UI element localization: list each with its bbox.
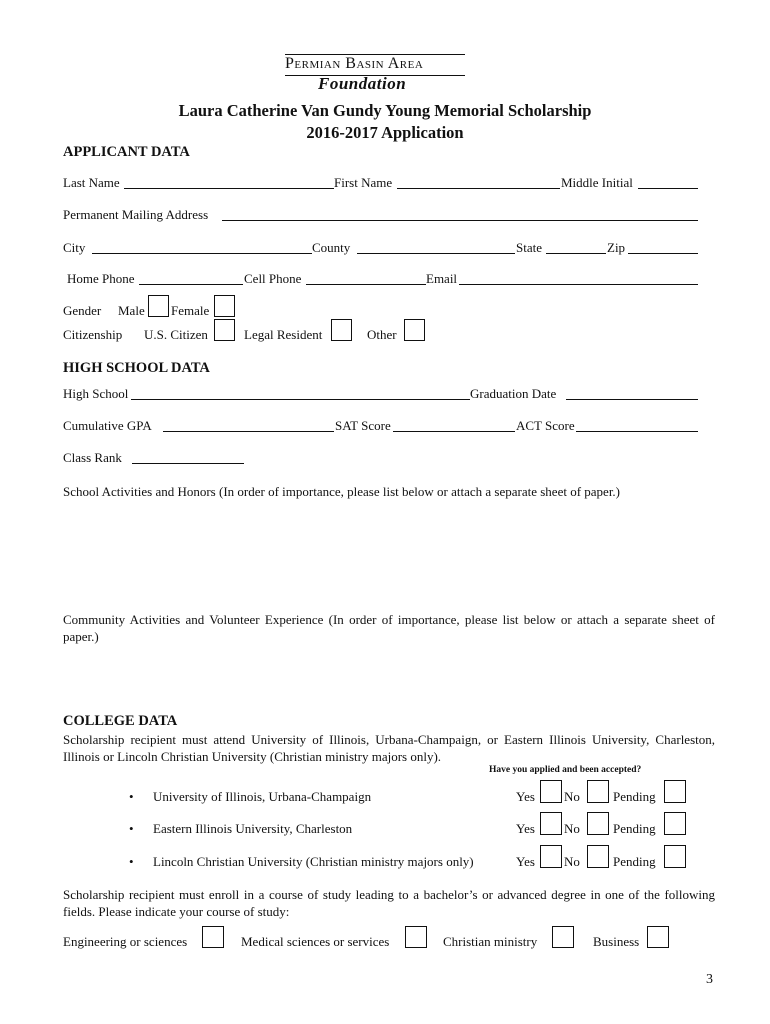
applied-question: Have you applied and been accepted? <box>489 765 642 775</box>
email-label: Email <box>426 271 458 286</box>
university-3-label: Lincoln Christian University (Christian ministry majors only) <box>153 854 474 869</box>
city-label: City <box>63 240 86 255</box>
university-2-label: Eastern Illinois University, Charleston <box>153 821 353 836</box>
gpa-field[interactable] <box>163 431 334 432</box>
university-2-no-checkbox[interactable] <box>587 812 609 835</box>
applicant-heading: APPLICANT DATA <box>63 144 190 160</box>
female-checkbox[interactable] <box>214 295 235 317</box>
legal-resident-label: Legal Resident <box>244 327 323 342</box>
home-phone-label: Home Phone <box>67 271 135 286</box>
county-label: County <box>312 240 351 255</box>
field-engineering-checkbox[interactable] <box>202 926 224 948</box>
last-name-field[interactable] <box>124 188 334 189</box>
university-1-label: University of Illinois, Urbana-Champaign <box>153 789 372 804</box>
course-intro: Scholarship recipient must enroll in a course of study leading to a bachelor’s or advanced degree in one of the following fields. Please indicate your course of study: <box>63 887 715 919</box>
field-ministry-checkbox[interactable] <box>552 926 574 948</box>
field-medical-checkbox[interactable] <box>405 926 427 948</box>
cell-phone-label: Cell Phone <box>244 271 302 286</box>
logo-line-1: Permian Basin Area <box>285 55 424 72</box>
last-name-label: Last Name <box>63 175 120 190</box>
field-medical-label: Medical sciences or services <box>241 934 390 949</box>
city-field[interactable] <box>92 253 312 254</box>
citizenship-label: Citizenship <box>63 327 123 342</box>
university-2-no-label: No <box>564 821 580 836</box>
gpa-label: Cumulative GPA <box>63 418 152 433</box>
middle-initial-label: Middle Initial <box>561 175 633 190</box>
university-3-yes-checkbox[interactable] <box>540 845 562 868</box>
field-business-label: Business <box>593 934 640 949</box>
university-3-pending-label: Pending <box>613 854 656 869</box>
university-2-yes-label: Yes <box>516 821 535 836</box>
field-ministry-label: Christian ministry <box>443 934 538 949</box>
male-checkbox[interactable] <box>148 295 169 317</box>
page-subtitle: 2016-2017 Application <box>306 123 464 142</box>
home-phone-field[interactable] <box>139 284 243 285</box>
male-label: Male <box>118 303 145 318</box>
graduation-date-label: Graduation Date <box>470 386 557 401</box>
school-activities-label: School Activities and Honors (In order of importance, please list below or attach a separate sheet of paper.) <box>63 484 621 499</box>
college-intro: Scholarship recipient must attend University of Illinois, Urbana-Champaign, or Eastern Illinois University, Charleston, Illinois or Lincoln Christian University (Christian ministry majors only). <box>63 732 715 764</box>
bullet-icon: • <box>129 854 134 869</box>
gender-label: Gender <box>63 303 102 318</box>
other-label: Other <box>367 327 397 342</box>
cell-phone-field[interactable] <box>306 284 426 285</box>
logo-line-2: Foundation <box>318 74 407 93</box>
first-name-label: First Name <box>334 175 393 190</box>
act-field[interactable] <box>576 431 698 432</box>
university-1-yes-checkbox[interactable] <box>540 780 562 803</box>
legal-resident-checkbox[interactable] <box>331 319 352 341</box>
community-activities-label: Community Activities and Volunteer Experience (In order of importance, please list below or attach a separate sheet of paper.) <box>63 612 715 644</box>
us-citizen-checkbox[interactable] <box>214 319 235 341</box>
university-1-pending-checkbox[interactable] <box>664 780 686 803</box>
state-label: State <box>516 240 542 255</box>
sat-field[interactable] <box>393 431 515 432</box>
zip-label: Zip <box>607 240 626 255</box>
mailing-address-label: Permanent Mailing Address <box>63 207 209 222</box>
college-heading: COLLEGE DATA <box>63 713 178 729</box>
bullet-icon: • <box>129 821 134 836</box>
university-3-yes-label: Yes <box>516 854 535 869</box>
university-3-pending-checkbox[interactable] <box>664 845 686 868</box>
university-1-no-checkbox[interactable] <box>587 780 609 803</box>
class-rank-label: Class Rank <box>63 450 122 465</box>
female-label: Female <box>171 303 210 318</box>
university-2-pending-checkbox[interactable] <box>664 812 686 835</box>
email-field[interactable] <box>459 284 698 285</box>
bullet-icon: • <box>129 789 134 804</box>
first-name-field[interactable] <box>397 188 560 189</box>
university-3-no-checkbox[interactable] <box>587 845 609 868</box>
middle-initial-field[interactable] <box>638 188 698 189</box>
university-1-no-label: No <box>564 789 580 804</box>
page-title: Laura Catherine Van Gundy Young Memorial Scholarship <box>178 101 592 120</box>
university-1-yes-label: Yes <box>516 789 535 804</box>
high-school-field[interactable] <box>131 399 470 400</box>
state-field[interactable] <box>546 253 606 254</box>
class-rank-field[interactable] <box>132 463 244 464</box>
university-3-no-label: No <box>564 854 580 869</box>
county-field[interactable] <box>357 253 515 254</box>
field-business-checkbox[interactable] <box>647 926 669 948</box>
us-citizen-label: U.S. Citizen <box>144 327 208 342</box>
page-number: 3 <box>706 972 713 987</box>
university-2-yes-checkbox[interactable] <box>540 812 562 835</box>
university-2-pending-label: Pending <box>613 821 656 836</box>
high-school-heading: HIGH SCHOOL DATA <box>63 360 210 376</box>
sat-label: SAT Score <box>335 418 391 433</box>
graduation-date-field[interactable] <box>566 399 698 400</box>
university-1-pending-label: Pending <box>613 789 656 804</box>
mailing-address-field[interactable] <box>222 220 698 221</box>
other-checkbox[interactable] <box>404 319 425 341</box>
act-label: ACT Score <box>516 418 575 433</box>
zip-field[interactable] <box>628 253 698 254</box>
field-engineering-label: Engineering or sciences <box>63 934 188 949</box>
high-school-label: High School <box>63 386 129 401</box>
